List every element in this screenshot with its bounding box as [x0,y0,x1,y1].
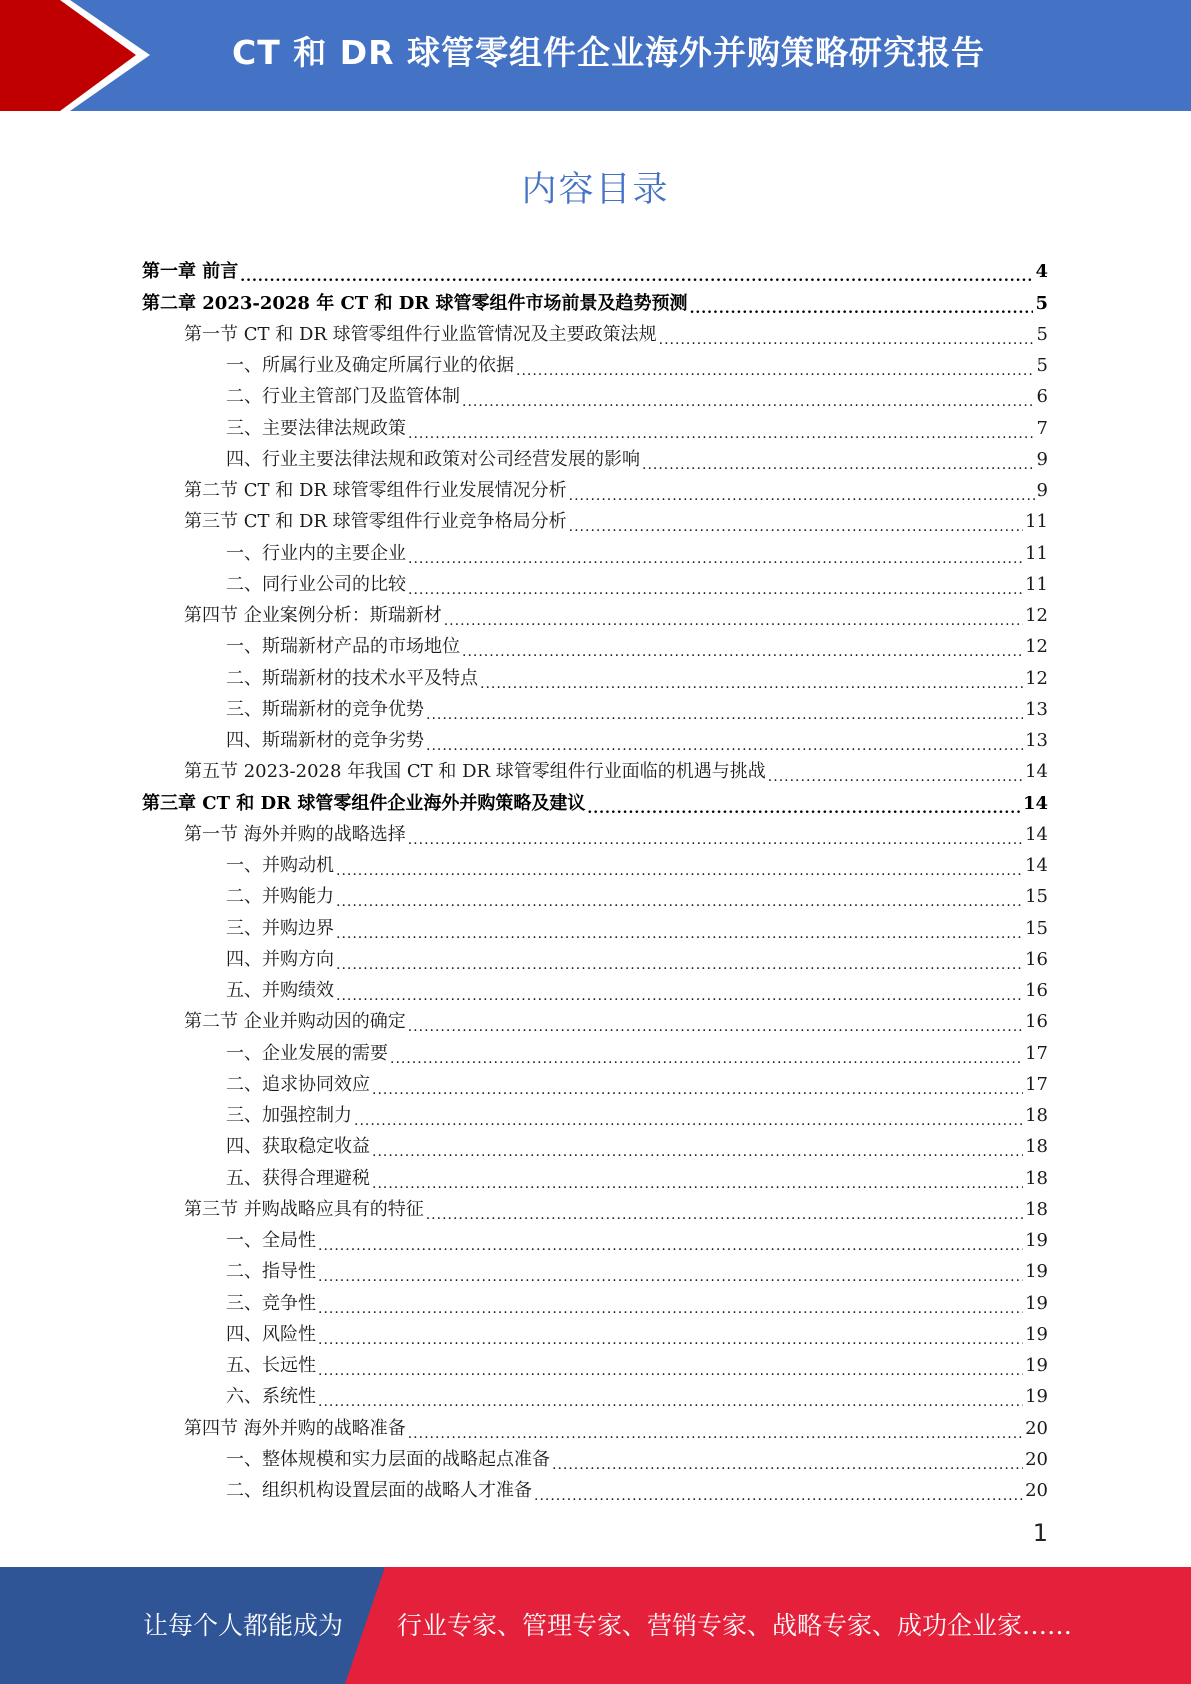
toc-entry-page: 18 [1025,1198,1048,1220]
footer-slogan-left: 让每个人都能成为 [143,1611,344,1640]
toc-entry[interactable] [142,1003,1048,1034]
toc-entry-page: 11 [1025,542,1048,564]
toc-entry-page: 5 [1036,323,1048,345]
toc-entry-label: 第一节 海外并购的战略选择 [184,823,406,845]
toc-entry-page: 17 [1025,1073,1048,1095]
toc-entry-label: 三、并购边界 [226,917,334,939]
toc-entry-label: 第三节 CT 和 DR 球管零组件行业竞争格局分析 [184,511,567,533]
toc-dot-leader [426,1202,1023,1222]
toc-dot-leader [426,733,1023,753]
toc-dot-leader [690,296,1034,316]
toc-dot-leader [318,1264,1023,1284]
footer-slogan-right: 行业专家、管理专家、营销专家、战略专家、成功企业家…… [397,1611,1073,1640]
toc-entry-page: 18 [1025,1105,1048,1126]
toc-entry-page: 9 [1036,480,1048,501]
toc-entry-page: 11 [1025,573,1048,595]
toc-entry-page: 19 [1025,1230,1048,1251]
toc-dot-leader [408,577,1023,597]
toc-dot-leader [336,921,1023,941]
toc-title: 内容目录 [521,170,670,210]
toc-entry[interactable] [142,722,1048,753]
toc-entry-label: 二、行业主管部门及监管体制 [226,386,460,408]
toc-dot-leader [587,796,1021,816]
toc-entry[interactable] [142,316,1048,347]
toc-entry-label: 二、同行业公司的比较 [226,573,406,595]
toc-entry[interactable] [142,534,1048,565]
toc-entry-page: 11 [1025,511,1048,533]
toc-dot-leader [318,1233,1023,1253]
toc-entry[interactable] [142,1284,1048,1315]
toc-dot-leader [569,483,1035,503]
toc-dot-leader [408,1014,1023,1034]
toc-entry-page: 14 [1025,855,1048,876]
toc-entry-label: 三、加强控制力 [226,1105,352,1126]
toc-entry-label: 四、斯瑞新材的竞争劣势 [226,730,424,751]
toc-entry-page: 12 [1025,667,1048,689]
toc-entry-page: 19 [1025,1355,1048,1376]
toc-entry[interactable] [142,597,1048,628]
toc-dot-leader [480,671,1023,691]
toc-dot-leader [408,546,1023,566]
toc-entry-page: 12 [1025,636,1048,658]
toc-entry-page: 18 [1025,1167,1048,1189]
toc-entry-label: 一、整体规模和实力层面的战略起点准备 [226,1448,550,1470]
toc-entry-label: 第一节 CT 和 DR 球管零组件行业监管情况及主要政策法规 [184,323,657,345]
toc-entry[interactable] [142,816,1048,847]
toc-dot-leader [408,827,1023,847]
toc-dot-leader [462,639,1023,659]
toc-entry[interactable] [142,409,1048,440]
toc-entry-page: 5 [1036,355,1048,376]
toc-dot-leader [462,389,1035,409]
toc-entry-label: 第一章 前言 [142,261,239,283]
toc-entry[interactable] [142,1253,1048,1284]
toc-dot-leader [372,1077,1023,1097]
toc-entry[interactable] [142,347,1048,378]
toc-entry-page: 19 [1025,1386,1048,1408]
toc-entry-label: 第三节 并购战略应具有的特征 [184,1198,424,1220]
toc-entry[interactable] [142,566,1048,597]
toc-entry[interactable] [142,909,1048,940]
toc-entry-label: 三、斯瑞新材的竞争优势 [226,698,424,720]
toc-dot-leader [390,1046,1023,1066]
toc-dot-leader [372,1139,1023,1159]
toc-entry-label: 第二章 2023-2028 年 CT 和 DR 球管零组件市场前景及趋势预测 [142,292,688,314]
toc-entry-label: 五、长远性 [226,1355,316,1376]
toc-entry-page: 14 [1022,792,1048,814]
toc-entry-label: 一、并购动机 [226,855,334,876]
toc-dot-leader [552,1452,1023,1472]
toc-entry-label: 四、行业主要法律法规和政策对公司经营发展的影响 [226,448,640,470]
toc-entry[interactable] [142,941,1048,972]
toc-entry[interactable] [142,659,1048,690]
toc-entry-label: 一、所属行业及确定所属行业的依据 [226,355,514,376]
toc-entry[interactable] [142,784,1048,815]
toc-entry-label: 五、获得合理避税 [226,1167,370,1189]
table-of-contents [142,253,1048,1503]
toc-dot-leader [516,358,1035,378]
toc-entry[interactable] [142,1034,1048,1065]
toc-entry-page: 19 [1025,1261,1048,1283]
toc-entry-label: 二、组织机构设置层面的战略人才准备 [226,1480,532,1501]
toc-entry[interactable] [142,691,1048,722]
toc-dot-leader [534,1483,1023,1503]
toc-entry-page: 16 [1025,1011,1048,1033]
toc-entry[interactable] [142,253,1048,284]
toc-entry[interactable] [142,1409,1048,1440]
toc-entry-page: 20 [1025,1448,1048,1470]
toc-dot-leader [336,889,1023,909]
toc-dot-leader [372,1171,1023,1191]
toc-entry-page: 19 [1025,1292,1048,1314]
toc-entry[interactable] [142,878,1048,909]
toc-entry-label: 五、并购绩效 [226,980,334,1001]
toc-dot-leader [240,264,1033,284]
toc-entry-page: 16 [1025,948,1048,970]
toc-entry-label: 二、斯瑞新材的技术水平及特点 [226,667,478,689]
header-banner [0,0,1191,111]
toc-entry-page: 13 [1025,698,1048,720]
toc-dot-leader [318,1358,1023,1378]
toc-entry[interactable] [142,1128,1048,1159]
toc-entry[interactable] [142,1378,1048,1409]
toc-entry-label: 四、获取稳定收益 [226,1136,370,1158]
toc-entry[interactable] [142,378,1048,409]
toc-dot-leader [318,1327,1023,1347]
toc-entry-label: 第四节 海外并购的战略准备 [184,1417,406,1439]
toc-entry-label: 第四节 企业案例分析：斯瑞新材 [184,605,442,626]
toc-dot-leader [318,1296,1023,1316]
toc-entry-page: 15 [1025,917,1048,939]
toc-entry[interactable] [142,753,1048,784]
toc-dot-leader [444,608,1023,628]
toc-entry-page: 12 [1025,605,1048,626]
toc-entry-page: 7 [1036,417,1048,439]
toc-entry-label: 一、企业发展的需要 [226,1042,388,1064]
toc-dot-leader [408,1421,1023,1441]
toc-dot-leader [408,421,1035,441]
toc-entry[interactable] [142,441,1048,472]
toc-dot-leader [768,764,1023,784]
toc-entry-page: 6 [1036,386,1048,408]
toc-entry[interactable] [142,472,1048,503]
toc-dot-leader [426,702,1023,722]
toc-entry-label: 第五节 2023-2028 年我国 CT 和 DR 球管零组件行业面临的机遇与挑战 [184,761,766,783]
header-arrow-decoration [0,0,160,111]
toc-entry-label: 一、斯瑞新材产品的市场地位 [226,636,460,658]
toc-entry-label: 二、指导性 [226,1261,316,1283]
toc-entry-page: 18 [1025,1136,1048,1158]
toc-entry-label: 四、风险性 [226,1323,316,1345]
toc-entry-label: 三、竞争性 [226,1292,316,1314]
toc-entry-page: 9 [1036,448,1048,470]
toc-entry[interactable] [142,1097,1048,1128]
toc-entry[interactable] [142,1191,1048,1222]
toc-entry[interactable] [142,1222,1048,1253]
toc-entry-page: 17 [1025,1042,1048,1064]
toc-entry-label: 第三章 CT 和 DR 球管零组件企业海外并购策略及建议 [142,792,586,814]
toc-entry-page: 4 [1035,261,1048,283]
toc-entry[interactable] [142,284,1048,315]
toc-entry-label: 第二节 CT 和 DR 球管零组件行业发展情况分析 [184,480,567,501]
toc-entry-page: 14 [1025,761,1048,783]
toc-entry-page: 13 [1025,730,1048,751]
toc-entry-page: 16 [1025,980,1048,1001]
toc-dot-leader [354,1108,1023,1128]
toc-dot-leader [569,514,1023,534]
toc-dot-leader [336,952,1023,972]
page-number: 1 [1032,1519,1048,1547]
toc-entry-label: 第二节 企业并购动因的确定 [184,1011,406,1033]
toc-entry-label: 四、并购方向 [226,948,334,970]
report-title: CT 和 DR 球管零组件企业海外并购策略研究报告 [232,33,985,72]
toc-entry-page: 19 [1025,1323,1048,1345]
toc-entry-label: 六、系统性 [226,1386,316,1408]
toc-entry[interactable] [142,1066,1048,1097]
toc-entry[interactable] [142,1316,1048,1347]
toc-entry[interactable] [142,847,1048,878]
toc-entry[interactable] [142,1347,1048,1378]
toc-dot-leader [642,452,1035,472]
toc-entry[interactable] [142,628,1048,659]
toc-dot-leader [318,1389,1023,1409]
toc-entry[interactable] [142,1441,1048,1472]
toc-entry[interactable] [142,503,1048,534]
toc-entry[interactable] [142,972,1048,1003]
toc-dot-leader [336,858,1023,878]
toc-entry-label: 二、并购能力 [226,886,334,908]
toc-entry-page: 20 [1025,1480,1048,1501]
toc-entry[interactable] [142,1472,1048,1503]
toc-entry-label: 二、追求协同效应 [226,1073,370,1095]
toc-entry-label: 一、全局性 [226,1230,316,1251]
footer-banner [0,1567,1191,1684]
toc-entry-label: 三、主要法律法规政策 [226,417,406,439]
toc-entry-label: 一、行业内的主要企业 [226,542,406,564]
toc-entry-page: 15 [1025,886,1048,908]
toc-dot-leader [659,327,1035,347]
toc-entry[interactable] [142,1159,1048,1190]
toc-entry-page: 14 [1025,823,1048,845]
toc-dot-leader [336,983,1023,1003]
toc-entry-page: 5 [1035,292,1048,314]
toc-entry-page: 20 [1025,1417,1048,1439]
